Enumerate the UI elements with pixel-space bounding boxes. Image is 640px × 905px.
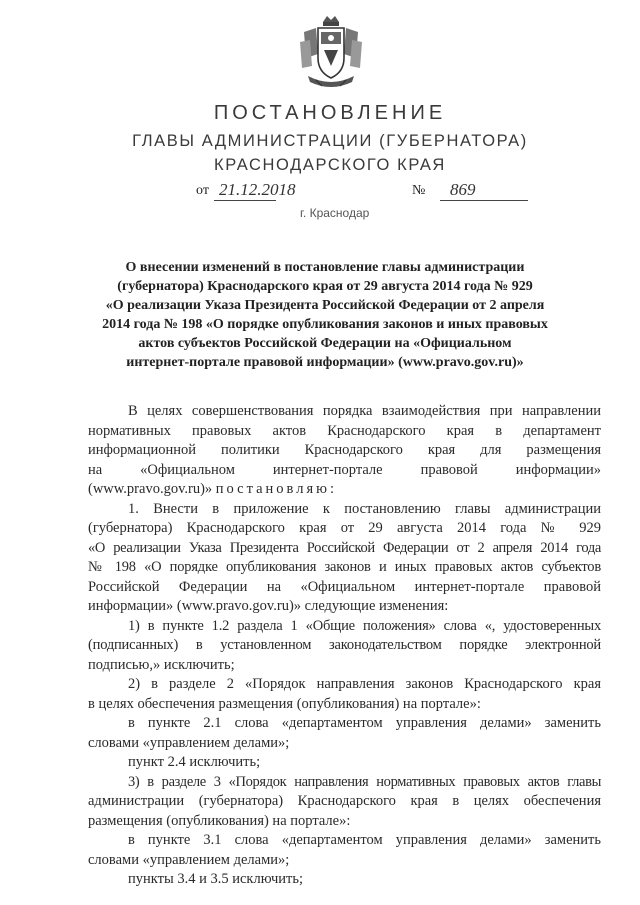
body-line: на «Официальном интернет-портале правовой информации»	[88, 461, 601, 478]
issuer-heading-line1: ГЛАВЫ АДМИНИСТРАЦИИ (ГУБЕРНАТОРА)	[132, 132, 528, 150]
title-line: 2014 года № 198 «О порядке опубликования законов и иных правовых	[102, 317, 548, 332]
title-line: интернет-портале правовой информации» (www.pravo.gov.ru)»	[126, 355, 524, 370]
title-line: актов субъектов Российской Федерации на «Официальном	[138, 336, 512, 351]
document-title	[95, 258, 555, 372]
body-line: подписью,» исключить;	[88, 656, 235, 673]
body-line: администрации (губернатора) Краснодарского края в целях обеспечения	[88, 793, 601, 809]
coat-of-arms-icon	[296, 14, 366, 90]
body-text: (www.pravo.gov.ru)»	[88, 481, 213, 497]
city-label: г. Краснодар	[300, 206, 370, 220]
body-line: № 198 «О порядке опубликования законов и иных правовых актов субъектов	[88, 559, 601, 575]
body-line: информации» (www.pravo.gov.ru)» следующие изменения:	[88, 598, 449, 614]
body-line: информационной политики Краснодарского края для размещения	[88, 442, 601, 458]
number-underline	[440, 200, 528, 201]
number-value: 869	[450, 180, 476, 199]
body-line: В целях совершенствования порядка взаимодействия при направлении	[128, 403, 601, 419]
title-line: «О реализации Указа Президента Российской Федерации от 2 апреля	[105, 298, 545, 313]
issuer-heading-line2: КРАСНОДАРСКОГО КРАЯ	[214, 156, 446, 174]
body-line: 3) в разделе 3 «Порядок направления нормативных правовых актов главы	[128, 773, 601, 790]
body-line: (губернатора) Краснодарского края от 29 августа 2014 года № 929	[88, 520, 601, 536]
date-underline	[214, 200, 276, 201]
body-line: 1) в пункте 1.2 раздела 1 «Общие положения» слова «, удостоверенных	[128, 617, 601, 634]
body-line	[88, 480, 601, 500]
title-line: О внесении изменений в постановление главы администрации	[125, 260, 525, 275]
body-line: пункт 2.4 исключить;	[128, 754, 261, 770]
body-line: 2) в разделе 2 «Порядок направления законов Краснодарского края	[128, 676, 601, 692]
document-body	[88, 402, 601, 890]
body-line: Российской Федерации на «Официальном интернет-портале правовой	[88, 578, 601, 595]
resolution-word: постановляю:	[215, 481, 337, 497]
body-line: в пункте 2.1 слова «департаментом управления делами» заменить	[128, 715, 601, 731]
body-line: словами «управлением делами»;	[88, 851, 290, 868]
body-line: словами «управлением делами»;	[88, 734, 290, 751]
body-line: (подписанных) в установленном законодательством порядке электронной	[88, 637, 601, 653]
number-label: №	[412, 183, 426, 198]
document-type-heading: ПОСТАНОВЛЕНИЕ	[213, 102, 447, 124]
body-line: нормативных правовых актов Краснодарского края в департамент	[88, 422, 601, 439]
body-line: в пункте 3.1 слова «департаментом управления делами» заменить	[128, 832, 601, 848]
date-label: от	[196, 183, 209, 198]
body-line: «О реализации Указа Президента Российской Федерации от 2 апреля 2014 года	[88, 539, 601, 556]
title-line: (губернатора) Краснодарского края от 29 августа 2014 года № 929	[117, 279, 533, 294]
body-line: 1. Внести в приложение к постановлению главы администрации	[128, 500, 601, 517]
body-line: пункты 3.4 и 3.5 исключить;	[128, 871, 303, 887]
date-value: 21.12.2018	[219, 180, 296, 199]
body-line: в целях обеспечения размещения (опубликования) на портале»:	[88, 695, 481, 712]
body-line: размещения (опубликования) на портале»:	[88, 812, 351, 829]
